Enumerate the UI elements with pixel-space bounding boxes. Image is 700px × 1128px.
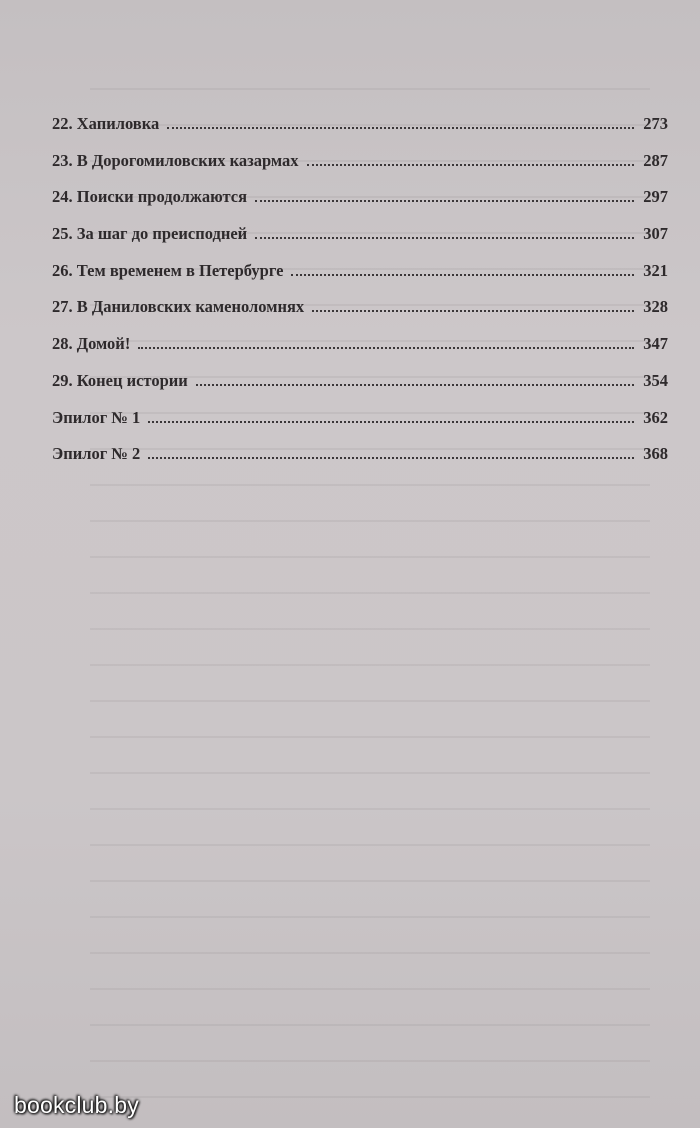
- toc-entry-page: 321: [643, 260, 668, 280]
- toc-leader-dots: [138, 346, 634, 349]
- toc-entry-title: 27. В Даниловских каменоломнях: [52, 297, 305, 317]
- toc-entry-page: 362: [643, 407, 668, 427]
- toc-entry: [52, 408, 668, 445]
- toc-entry-page: 347: [643, 334, 668, 354]
- toc-leader-dots: [255, 236, 634, 239]
- toc-entry-page: 328: [643, 297, 668, 317]
- toc-entry-title: 29. Конец истории: [52, 370, 188, 390]
- toc-leader-dots: [148, 456, 634, 459]
- toc-entry-title: 22. Хапиловка: [52, 114, 160, 133]
- toc-entry: [52, 187, 668, 224]
- toc-entry-title: 28. Домой!: [52, 334, 131, 354]
- toc-entry-title: 25. За шаг до преисподней: [52, 224, 248, 244]
- toc-leader-dots: [255, 199, 634, 202]
- watermark: bookclub.by: [14, 1092, 139, 1118]
- toc-entry-title: Эпилог № 1: [52, 407, 141, 427]
- toc-entry-title: 26. Тем временем в Петербурге: [52, 260, 284, 280]
- toc-leader-dots: [148, 420, 634, 423]
- toc-entry-page: 273: [643, 114, 668, 133]
- toc-entry-page: 307: [643, 224, 668, 244]
- toc-entry-title: 23. В Дорогомиловских казармах: [52, 150, 299, 170]
- toc-entry: [52, 444, 668, 481]
- toc-leader-dots: [312, 309, 634, 312]
- table-of-contents: [52, 114, 668, 481]
- toc-entry-page: 287: [643, 150, 668, 170]
- toc-entry-page: 297: [643, 187, 668, 207]
- toc-entry: [52, 297, 668, 334]
- toc-entry: [52, 334, 668, 371]
- toc-entry: [52, 224, 668, 261]
- toc-leader-dots: [307, 163, 634, 166]
- toc-entry-page: 354: [643, 370, 668, 390]
- toc-entry-title: Эпилог № 2: [52, 444, 141, 464]
- toc-entry: [52, 371, 668, 408]
- toc-entry-page: 368: [643, 444, 668, 464]
- toc-leader-dots: [196, 383, 634, 386]
- toc-leader-dots: [167, 126, 634, 129]
- toc-entry-title: 24. Поиски продолжаются: [52, 187, 248, 207]
- toc-leader-dots: [291, 273, 634, 276]
- toc-entry: [52, 261, 668, 298]
- toc-entry: [52, 151, 668, 188]
- toc-entry: [52, 114, 668, 151]
